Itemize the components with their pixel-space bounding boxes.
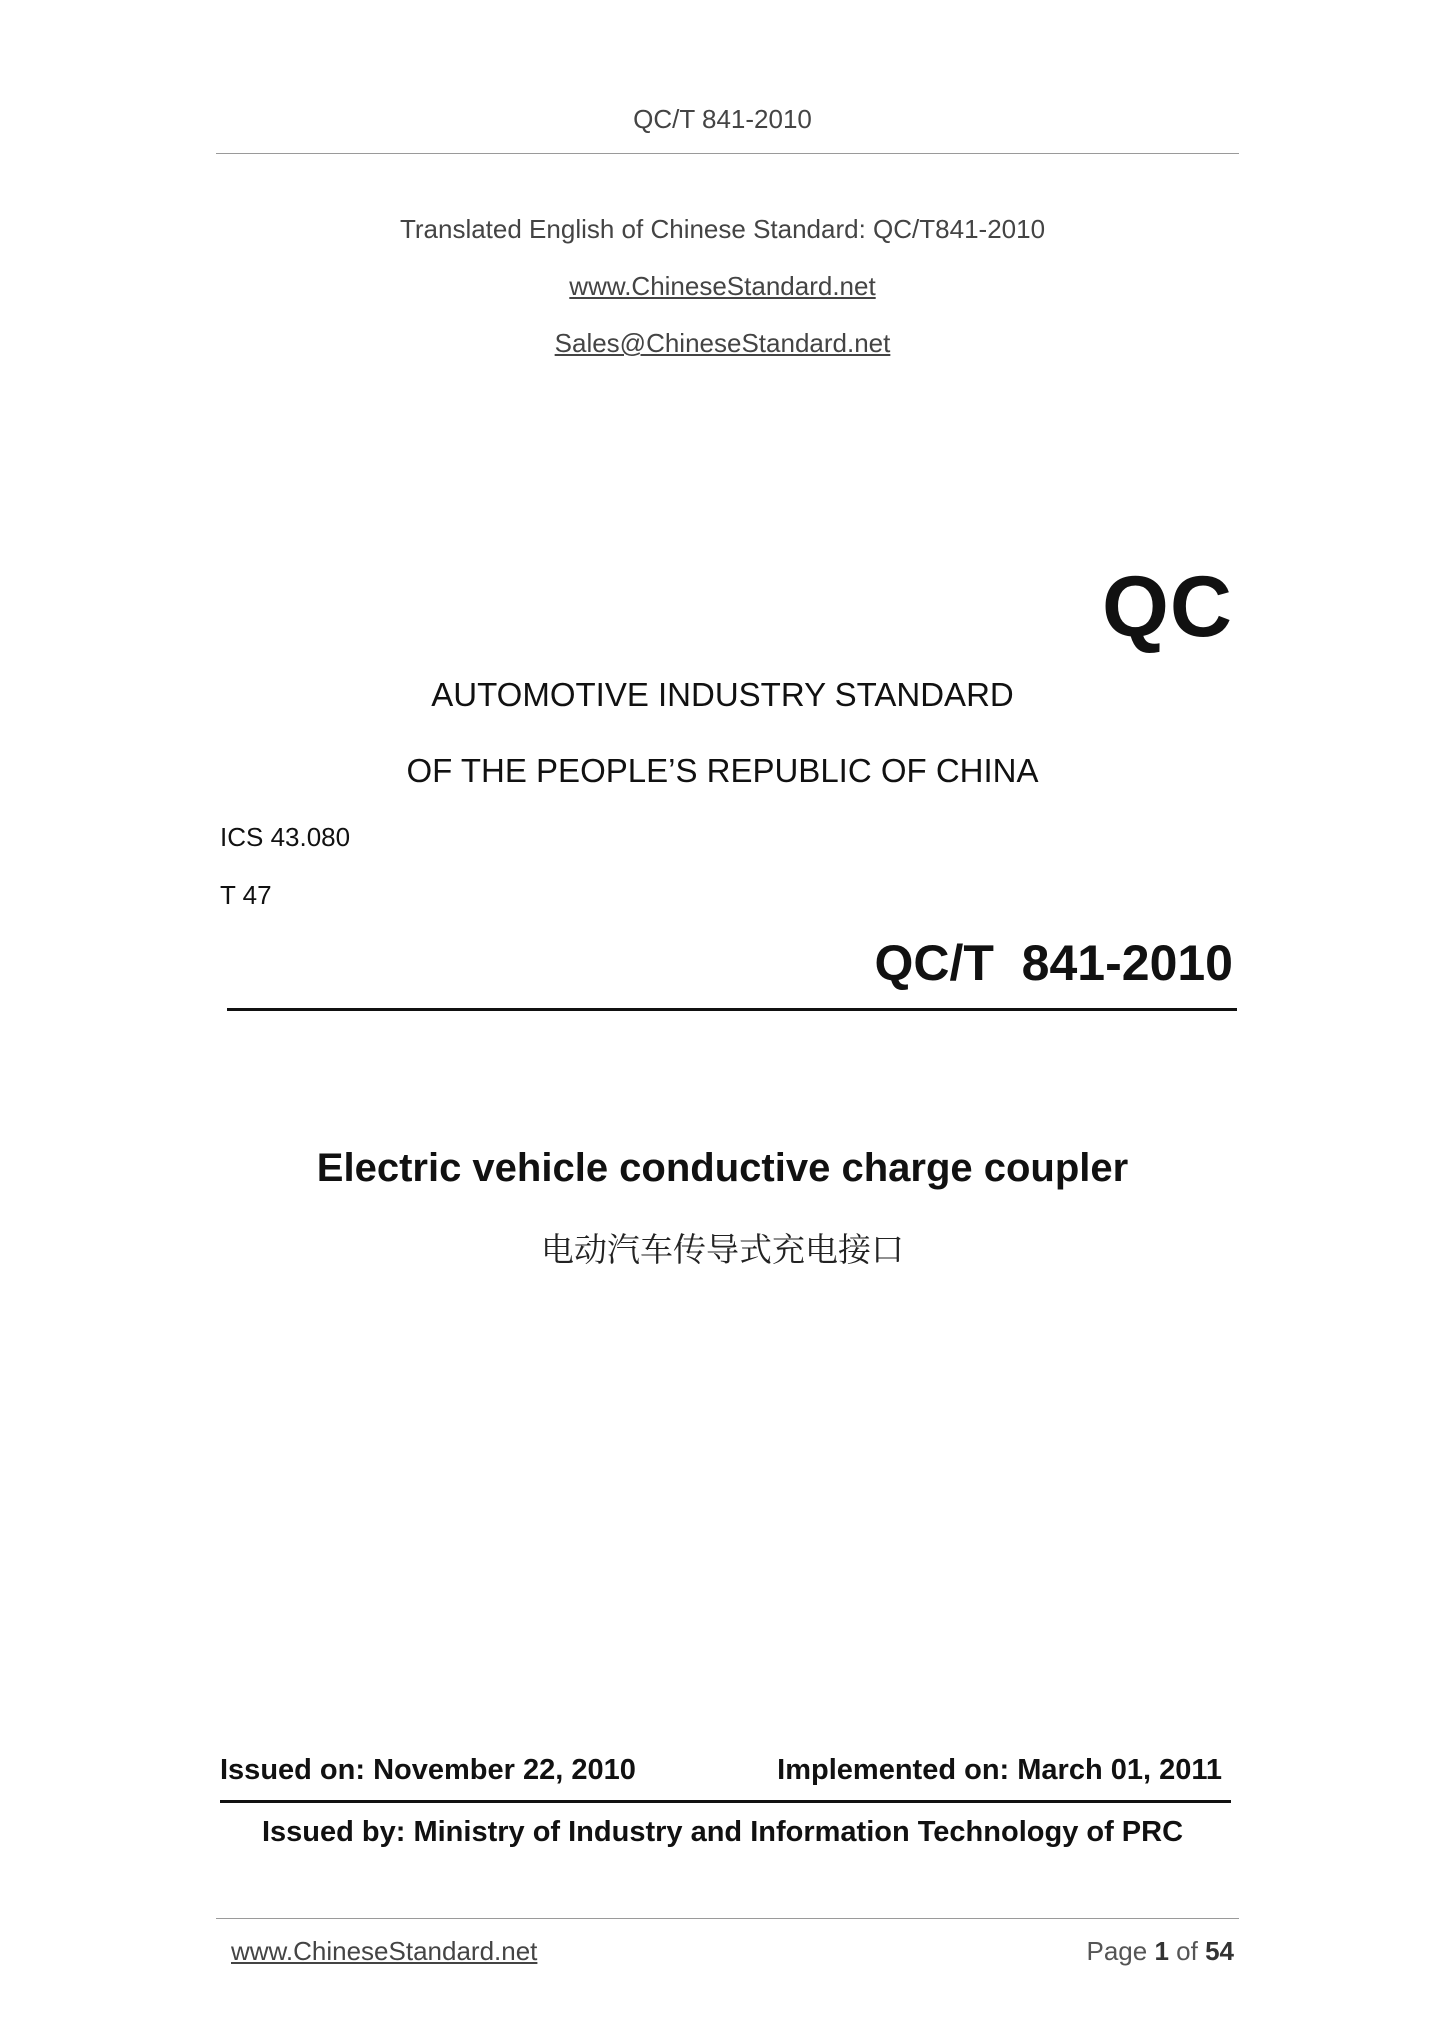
translation-notice: Translated English of Chinese Standard: QC/T841-2010 [399,214,1046,244]
standard-category-line-1: AUTOMOTIVE INDUSTRY STANDARD [431,676,1014,713]
header-divider [216,153,1239,154]
issuing-authority: Issued by: Ministry of Industry and Information Technology of PRC [261,1816,1184,1848]
page-current: 1 [1154,1936,1169,1966]
standard-number: QC/T 841-2010 [874,935,1233,991]
standard-logo: QC [1102,559,1233,655]
document-title-chinese: 电动汽车传导式充电接口 [541,1230,904,1269]
page-indicator [1086,1936,1234,1967]
page-of-label: of [1176,1936,1198,1966]
implemented-on-date: Implemented on: March 01, 2011 [777,1754,1222,1786]
page-total: 54 [1205,1936,1234,1966]
page-header-title: QC/T 841-2010 [633,104,812,134]
footer-website-link[interactable]: www.ChineseStandard.net [231,1936,538,1966]
website-link-row [0,271,1445,302]
ics-code: ICS 43.080 [220,822,351,852]
issued-on-date: Issued on: November 22, 2010 [220,1754,636,1786]
footer-divider [216,1918,1239,1919]
classification-code: T 47 [220,880,272,910]
email-link[interactable]: Sales@ChineseStandard.net [554,328,891,358]
page-label: Page [1086,1936,1148,1966]
website-link[interactable]: www.ChineseStandard.net [569,271,876,301]
issue-info-divider [220,1800,1231,1803]
standard-number-divider [227,1008,1237,1011]
standard-category-line-2: OF THE PEOPLE’S REPUBLIC OF CHINA [406,752,1039,789]
email-link-row [0,328,1445,359]
document-title-english: Electric vehicle conductive charge coupler [316,1146,1129,1190]
